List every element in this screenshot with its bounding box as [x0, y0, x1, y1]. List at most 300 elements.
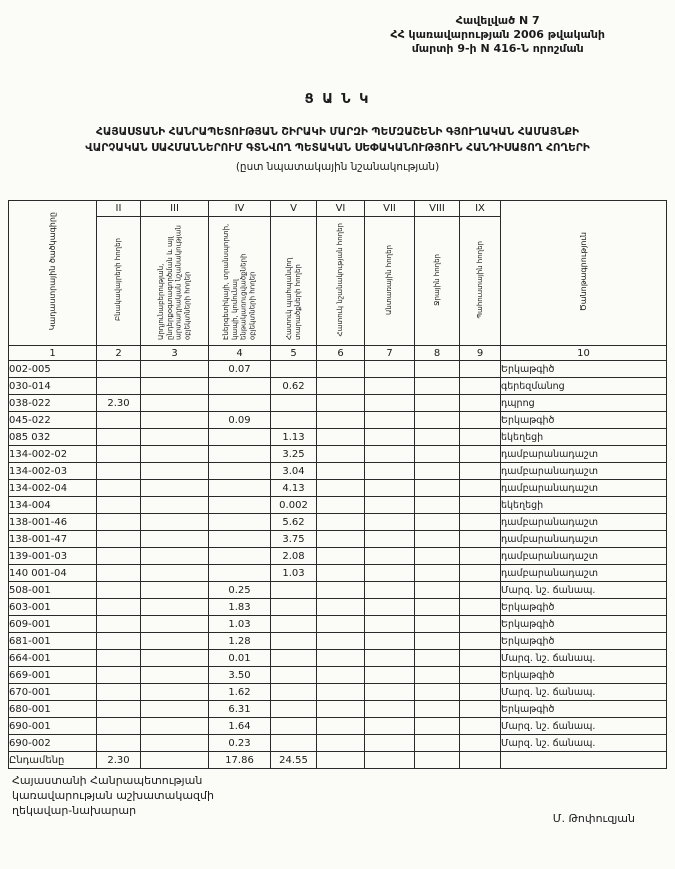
value-cell-col6: [317, 650, 365, 667]
appendix-line-1: Հավելված N 7: [455, 14, 540, 27]
purpose-cell: դամբարանադաշտ: [501, 531, 667, 548]
value-cell-col8: [415, 684, 460, 701]
value-cell-col9: [460, 633, 501, 650]
value-cell-col4: 1.64: [209, 718, 271, 735]
purpose-cell: Երկաթգիծ: [501, 667, 667, 684]
value-cell-col8: [415, 582, 460, 599]
value-cell-col2: [97, 599, 141, 616]
roman-numeral-VI: VI: [317, 201, 365, 217]
value-cell-col2: [97, 514, 141, 531]
purpose-cell: Երկաթգիծ: [501, 599, 667, 616]
value-cell-col4: 0.01: [209, 650, 271, 667]
value-cell-col5: [271, 599, 317, 616]
total-row: [9, 752, 667, 769]
value-cell-col4: [209, 480, 271, 497]
cadastral-code-cell: 134-004: [9, 497, 97, 514]
purpose-cell: դամբարանադաշտ: [501, 463, 667, 480]
table-row: [9, 684, 667, 701]
appendix-reference: [390, 14, 605, 55]
cadastral-code-cell: 680-001: [9, 701, 97, 718]
value-cell-col9: [460, 599, 501, 616]
value-cell-col6: [317, 752, 365, 769]
column-number-2: 2: [97, 346, 141, 361]
value-cell-col5: [271, 718, 317, 735]
cadastral-code-cell: 030-014: [9, 378, 97, 395]
value-cell-col2: 2.30: [97, 752, 141, 769]
value-cell-col8: [415, 599, 460, 616]
purpose-cell: գերեզմանոց: [501, 378, 667, 395]
value-cell-col6: [317, 548, 365, 565]
value-cell-col5: 3.75: [271, 531, 317, 548]
value-cell-col7: [365, 616, 415, 633]
table-row: [9, 701, 667, 718]
value-cell-col2: [97, 446, 141, 463]
value-cell-col9: [460, 463, 501, 480]
value-cell-col2: [97, 480, 141, 497]
roman-numeral-IV: IV: [209, 201, 271, 217]
value-cell-col4: [209, 429, 271, 446]
cadastral-code-cell: 138-001-47: [9, 531, 97, 548]
roman-numeral-row: [9, 201, 667, 217]
value-cell-col6: [317, 446, 365, 463]
value-cell-col6: [317, 735, 365, 752]
value-cell-col5: 1.13: [271, 429, 317, 446]
column-number-10: 10: [501, 346, 667, 361]
purpose-cell: Մարզ. նշ. ճանապ.: [501, 684, 667, 701]
value-cell-col8: [415, 378, 460, 395]
value-cell-col7: [365, 378, 415, 395]
value-cell-col5: 0.62: [271, 378, 317, 395]
value-cell-col2: 2.30: [97, 395, 141, 412]
value-cell-col3: [141, 446, 209, 463]
value-cell-col9: [460, 701, 501, 718]
value-cell-col3: [141, 412, 209, 429]
value-cell-col5: [271, 667, 317, 684]
cadastral-code-cell: 134-002-03: [9, 463, 97, 480]
table-row: [9, 497, 667, 514]
value-cell-col6: [317, 463, 365, 480]
value-cell-col5: [271, 633, 317, 650]
table-row: [9, 446, 667, 463]
title-subtitle: (ըստ նպատակային նշանակության): [235, 160, 440, 173]
value-cell-col9: [460, 412, 501, 429]
value-cell-col6: [317, 701, 365, 718]
roman-numeral-IX: IX: [460, 201, 501, 217]
value-cell-col8: [415, 531, 460, 548]
value-cell-col5: [271, 735, 317, 752]
value-cell-col9: [460, 446, 501, 463]
value-cell-col7: [365, 514, 415, 531]
purpose-cell: [501, 752, 667, 769]
value-cell-col7: [365, 497, 415, 514]
value-cell-col2: [97, 718, 141, 735]
column-number-4: 4: [209, 346, 271, 361]
roman-numeral-VIII: VIII: [415, 201, 460, 217]
cadastral-code-cell: 134-002-02: [9, 446, 97, 463]
appendix-line-2: ՀՀ կառավարության 2006 թվականի: [390, 27, 605, 41]
cadastral-code-cell: 139-001-03: [9, 548, 97, 565]
cadastral-code-cell: 670-001: [9, 684, 97, 701]
value-cell-col7: [365, 735, 415, 752]
value-cell-col5: 24.55: [271, 752, 317, 769]
value-cell-col9: [460, 361, 501, 378]
value-cell-col2: [97, 633, 141, 650]
value-cell-col3: [141, 735, 209, 752]
value-cell-col8: [415, 429, 460, 446]
header-industrial-lands: Արդյունաբերության, ընդերքօգտագործման և այլ արտադրական նշանակության օբյեկտների հողեր: [141, 217, 209, 346]
roman-numeral-VII: VII: [365, 201, 415, 217]
value-cell-col6: [317, 497, 365, 514]
value-cell-col8: [415, 701, 460, 718]
table-row: [9, 633, 667, 650]
value-cell-col8: [415, 565, 460, 582]
value-cell-col7: [365, 701, 415, 718]
table-row: [9, 480, 667, 497]
value-cell-col6: [317, 531, 365, 548]
purpose-cell: դամբարանադաշտ: [501, 514, 667, 531]
value-cell-col4: [209, 548, 271, 565]
value-cell-col7: [365, 565, 415, 582]
value-cell-col7: [365, 412, 415, 429]
value-cell-col9: [460, 582, 501, 599]
value-cell-col8: [415, 735, 460, 752]
value-cell-col3: [141, 718, 209, 735]
value-cell-col7: [365, 667, 415, 684]
value-cell-col3: [141, 429, 209, 446]
value-cell-col7: [365, 548, 415, 565]
value-cell-col7: [365, 718, 415, 735]
value-cell-col7: [365, 752, 415, 769]
value-cell-col7: [365, 531, 415, 548]
value-cell-col3: [141, 480, 209, 497]
value-cell-col2: [97, 701, 141, 718]
value-cell-col4: 0.09: [209, 412, 271, 429]
value-cell-col2: [97, 667, 141, 684]
value-cell-col3: [141, 531, 209, 548]
value-cell-col3: [141, 616, 209, 633]
value-cell-col5: [271, 616, 317, 633]
title-line-1: ՀԱՅԱՍՏԱՆԻ ՀԱՆՐԱՊԵՏՈՒԹՅԱՆ ՇԻՐԱԿԻ ՄԱՐԶԻ ՊԵՄԶԱՇԵՆԻ ԳՅՈՒՂԱԿԱՆ ՀԱՄԱՅՆՔԻ: [96, 126, 579, 138]
value-cell-col4: [209, 395, 271, 412]
value-cell-col3: [141, 650, 209, 667]
table-row: [9, 378, 667, 395]
value-cell-col8: [415, 497, 460, 514]
value-cell-col3: [141, 633, 209, 650]
total-label-cell: Ընդամենը: [9, 752, 97, 769]
value-cell-col7: [365, 480, 415, 497]
value-cell-col9: [460, 480, 501, 497]
cadastral-code-cell: 609-001: [9, 616, 97, 633]
value-cell-col6: [317, 633, 365, 650]
purpose-cell: Երկաթգիծ: [501, 616, 667, 633]
value-cell-col4: 1.28: [209, 633, 271, 650]
column-number-7: 7: [365, 346, 415, 361]
table-row: [9, 650, 667, 667]
value-cell-col9: [460, 684, 501, 701]
value-cell-col2: [97, 378, 141, 395]
value-cell-col2: [97, 412, 141, 429]
value-cell-col2: [97, 531, 141, 548]
value-cell-col5: 3.04: [271, 463, 317, 480]
value-cell-col6: [317, 718, 365, 735]
value-cell-col5: 2.08: [271, 548, 317, 565]
table-row: [9, 412, 667, 429]
value-cell-col4: [209, 463, 271, 480]
cadastral-code-cell: 690-001: [9, 718, 97, 735]
value-cell-col3: [141, 701, 209, 718]
value-cell-col3: [141, 565, 209, 582]
value-cell-col9: [460, 514, 501, 531]
value-cell-col5: [271, 395, 317, 412]
value-cell-col3: [141, 548, 209, 565]
value-cell-col4: [209, 531, 271, 548]
signatory-line-2: կառավարության աշխատակազմի: [12, 788, 214, 802]
value-cell-col3: [141, 599, 209, 616]
purpose-cell: դամբարանադաշտ: [501, 446, 667, 463]
value-cell-col3: [141, 514, 209, 531]
cadastral-code-cell: 085 032: [9, 429, 97, 446]
value-cell-col4: 0.25: [209, 582, 271, 599]
title-block: [0, 92, 675, 173]
value-cell-col5: [271, 701, 317, 718]
signatory-line-1: Հայաստանի Հանրապետության: [12, 774, 203, 787]
value-cell-col8: [415, 650, 460, 667]
header-settlement-lands: Բնակավայրերի հողեր: [97, 217, 141, 346]
value-cell-col5: [271, 412, 317, 429]
cadastral-code-cell: 681-001: [9, 633, 97, 650]
column-number-8: 8: [415, 346, 460, 361]
value-cell-col8: [415, 480, 460, 497]
table-row: [9, 565, 667, 582]
table-row: [9, 582, 667, 599]
value-cell-col4: [209, 446, 271, 463]
purpose-cell: եկեղեցի: [501, 429, 667, 446]
value-cell-col3: [141, 497, 209, 514]
column-number-5: 5: [271, 346, 317, 361]
value-cell-col8: [415, 752, 460, 769]
value-cell-col8: [415, 361, 460, 378]
value-cell-col8: [415, 395, 460, 412]
value-cell-col7: [365, 429, 415, 446]
value-cell-col9: [460, 531, 501, 548]
value-cell-col7: [365, 582, 415, 599]
header-protected-lands: Հատուկ պահպանվող տարածքների հողեր: [271, 217, 317, 346]
value-cell-col8: [415, 514, 460, 531]
table-row: [9, 616, 667, 633]
value-cell-col9: [460, 548, 501, 565]
value-cell-col8: [415, 616, 460, 633]
value-cell-col2: [97, 565, 141, 582]
value-cell-col8: [415, 463, 460, 480]
value-cell-col4: 1.83: [209, 599, 271, 616]
value-cell-col5: 5.62: [271, 514, 317, 531]
table-row: [9, 361, 667, 378]
cadastral-code-cell: 140 001-04: [9, 565, 97, 582]
value-cell-col6: [317, 480, 365, 497]
value-cell-col9: [460, 378, 501, 395]
value-cell-col2: [97, 429, 141, 446]
value-cell-col6: [317, 395, 365, 412]
value-cell-col8: [415, 548, 460, 565]
value-cell-col4: 3.50: [209, 667, 271, 684]
value-cell-col5: 0.002: [271, 497, 317, 514]
purpose-cell: դամբարանադաշտ: [501, 565, 667, 582]
value-cell-col9: [460, 395, 501, 412]
value-cell-col6: [317, 582, 365, 599]
appendix-line-3: մարտի 9-ի N 416-Ն որոշման: [411, 41, 584, 55]
value-cell-col7: [365, 361, 415, 378]
value-cell-col3: [141, 463, 209, 480]
table-row: [9, 463, 667, 480]
header-water-lands: Ջրային հողեր: [415, 217, 460, 346]
purpose-cell: Մարզ. նշ. ճանապ.: [501, 582, 667, 599]
value-cell-col9: [460, 650, 501, 667]
purpose-cell: Երկաթգիծ: [501, 361, 667, 378]
table-row: [9, 735, 667, 752]
value-cell-col8: [415, 446, 460, 463]
value-cell-col6: [317, 429, 365, 446]
column-number-6: 6: [317, 346, 365, 361]
value-cell-col3: [141, 378, 209, 395]
purpose-cell: Երկաթգիծ: [501, 412, 667, 429]
value-cell-col5: [271, 650, 317, 667]
signature-name: Մ. Թոփուզյան: [552, 812, 635, 825]
value-cell-col6: [317, 361, 365, 378]
value-cell-col9: [460, 497, 501, 514]
purpose-cell: Երկաթգիծ: [501, 633, 667, 650]
value-cell-col7: [365, 446, 415, 463]
value-cell-col9: [460, 616, 501, 633]
document-heading: Ց Ա Ն Կ: [304, 92, 371, 107]
column-number-row: [9, 346, 667, 361]
value-cell-col3: [141, 582, 209, 599]
value-cell-col3: [141, 684, 209, 701]
cadastral-code-header-cell: [9, 201, 97, 346]
value-cell-col7: [365, 395, 415, 412]
note-header-label: Ծանոթագրություն: [578, 231, 588, 312]
value-cell-col8: [415, 412, 460, 429]
value-cell-col9: [460, 565, 501, 582]
value-cell-col4: [209, 514, 271, 531]
purpose-cell: Մարզ. նշ. ճանապ.: [501, 735, 667, 752]
value-cell-col6: [317, 514, 365, 531]
value-cell-col7: [365, 463, 415, 480]
value-cell-col3: [141, 667, 209, 684]
value-cell-col4: [209, 565, 271, 582]
title-line-2: ՎԱՐՉԱԿԱՆ ՍԱՀՄԱՆՆԵՐՈՒՄ ԳՏՆՎՈՂ ՊԵՏԱԿԱՆ ՍԵՓԱԿԱՆՈՒԹՅՈՒՆ ՀԱՆԴԻՍԱՑՈՂ ՀՈՂԵՐԻ: [85, 141, 590, 154]
purpose-cell: դպրոց: [501, 395, 667, 412]
header-reserve-lands: Պահուստային հողեր: [460, 217, 501, 346]
purpose-cell: Մարզ. նշ. ճանապ.: [501, 718, 667, 735]
cadastral-code-cell: 669-001: [9, 667, 97, 684]
value-cell-col5: [271, 684, 317, 701]
table-row: [9, 531, 667, 548]
value-cell-col4: 17.86: [209, 752, 271, 769]
cadastral-code-cell: 690-002: [9, 735, 97, 752]
cadastral-code-cell: 664-001: [9, 650, 97, 667]
roman-numeral-V: V: [271, 201, 317, 217]
value-cell-col2: [97, 650, 141, 667]
value-cell-col6: [317, 412, 365, 429]
value-cell-col4: 1.03: [209, 616, 271, 633]
value-cell-col5: [271, 361, 317, 378]
table-row: [9, 514, 667, 531]
value-cell-col5: 3.25: [271, 446, 317, 463]
value-cell-col9: [460, 667, 501, 684]
value-cell-col8: [415, 633, 460, 650]
value-cell-col2: [97, 735, 141, 752]
value-cell-col7: [365, 650, 415, 667]
value-cell-col4: 1.62: [209, 684, 271, 701]
purpose-cell: Երկաթգիծ: [501, 701, 667, 718]
table-row: [9, 718, 667, 735]
value-cell-col9: [460, 752, 501, 769]
value-cell-col2: [97, 548, 141, 565]
table-row: [9, 548, 667, 565]
value-cell-col4: 0.23: [209, 735, 271, 752]
value-cell-col2: [97, 684, 141, 701]
cadastral-code-cell: 138-001-46: [9, 514, 97, 531]
table-row: [9, 599, 667, 616]
value-cell-col7: [365, 684, 415, 701]
land-parcels-table: [8, 200, 667, 769]
value-cell-col3: [141, 395, 209, 412]
value-cell-col4: 6.31: [209, 701, 271, 718]
value-cell-col6: [317, 616, 365, 633]
signatory-title-block: [12, 774, 214, 819]
value-cell-col9: [460, 735, 501, 752]
header-special-purpose-lands: Հատուկ նշանակության հողեր: [317, 217, 365, 346]
value-cell-col4: [209, 497, 271, 514]
table-row: [9, 429, 667, 446]
cadastral-code-cell: 045-022: [9, 412, 97, 429]
table-row: [9, 667, 667, 684]
cadastral-code-cell: 134-002-04: [9, 480, 97, 497]
cadastral-code-header-label: Կադաստրային ծածկագիրը: [47, 212, 57, 331]
purpose-cell: Մարզ. նշ. ճանապ.: [501, 650, 667, 667]
header-transport-lands: Էներգետիկայի, տրանսպորտի, կապի, կոմունալ ենթակառուցվածքների օբյեկտների հողեր: [209, 217, 271, 346]
column-number-1: 1: [9, 346, 97, 361]
purpose-cell: դամբարանադաշտ: [501, 548, 667, 565]
value-cell-col6: [317, 599, 365, 616]
value-cell-col3: [141, 361, 209, 378]
value-cell-col7: [365, 633, 415, 650]
value-cell-col4: [209, 378, 271, 395]
table-row: [9, 395, 667, 412]
value-cell-col2: [97, 361, 141, 378]
value-cell-col2: [97, 497, 141, 514]
column-number-9: 9: [460, 346, 501, 361]
value-cell-col8: [415, 667, 460, 684]
value-cell-col7: [365, 599, 415, 616]
signatory-line-3: ղեկավար-նախարար: [12, 803, 137, 817]
value-cell-col6: [317, 565, 365, 582]
purpose-cell: եկեղեցի: [501, 497, 667, 514]
value-cell-col9: [460, 718, 501, 735]
value-cell-col8: [415, 718, 460, 735]
column-number-3: 3: [141, 346, 209, 361]
cadastral-code-cell: 002-005: [9, 361, 97, 378]
value-cell-col4: 0.07: [209, 361, 271, 378]
roman-numeral-II: II: [97, 201, 141, 217]
cadastral-code-cell: 038-022: [9, 395, 97, 412]
value-cell-col3: [141, 752, 209, 769]
value-cell-col9: [460, 429, 501, 446]
cadastral-code-cell: 603-001: [9, 599, 97, 616]
roman-numeral-III: III: [141, 201, 209, 217]
value-cell-col2: [97, 616, 141, 633]
purpose-cell: դամբարանադաշտ: [501, 480, 667, 497]
